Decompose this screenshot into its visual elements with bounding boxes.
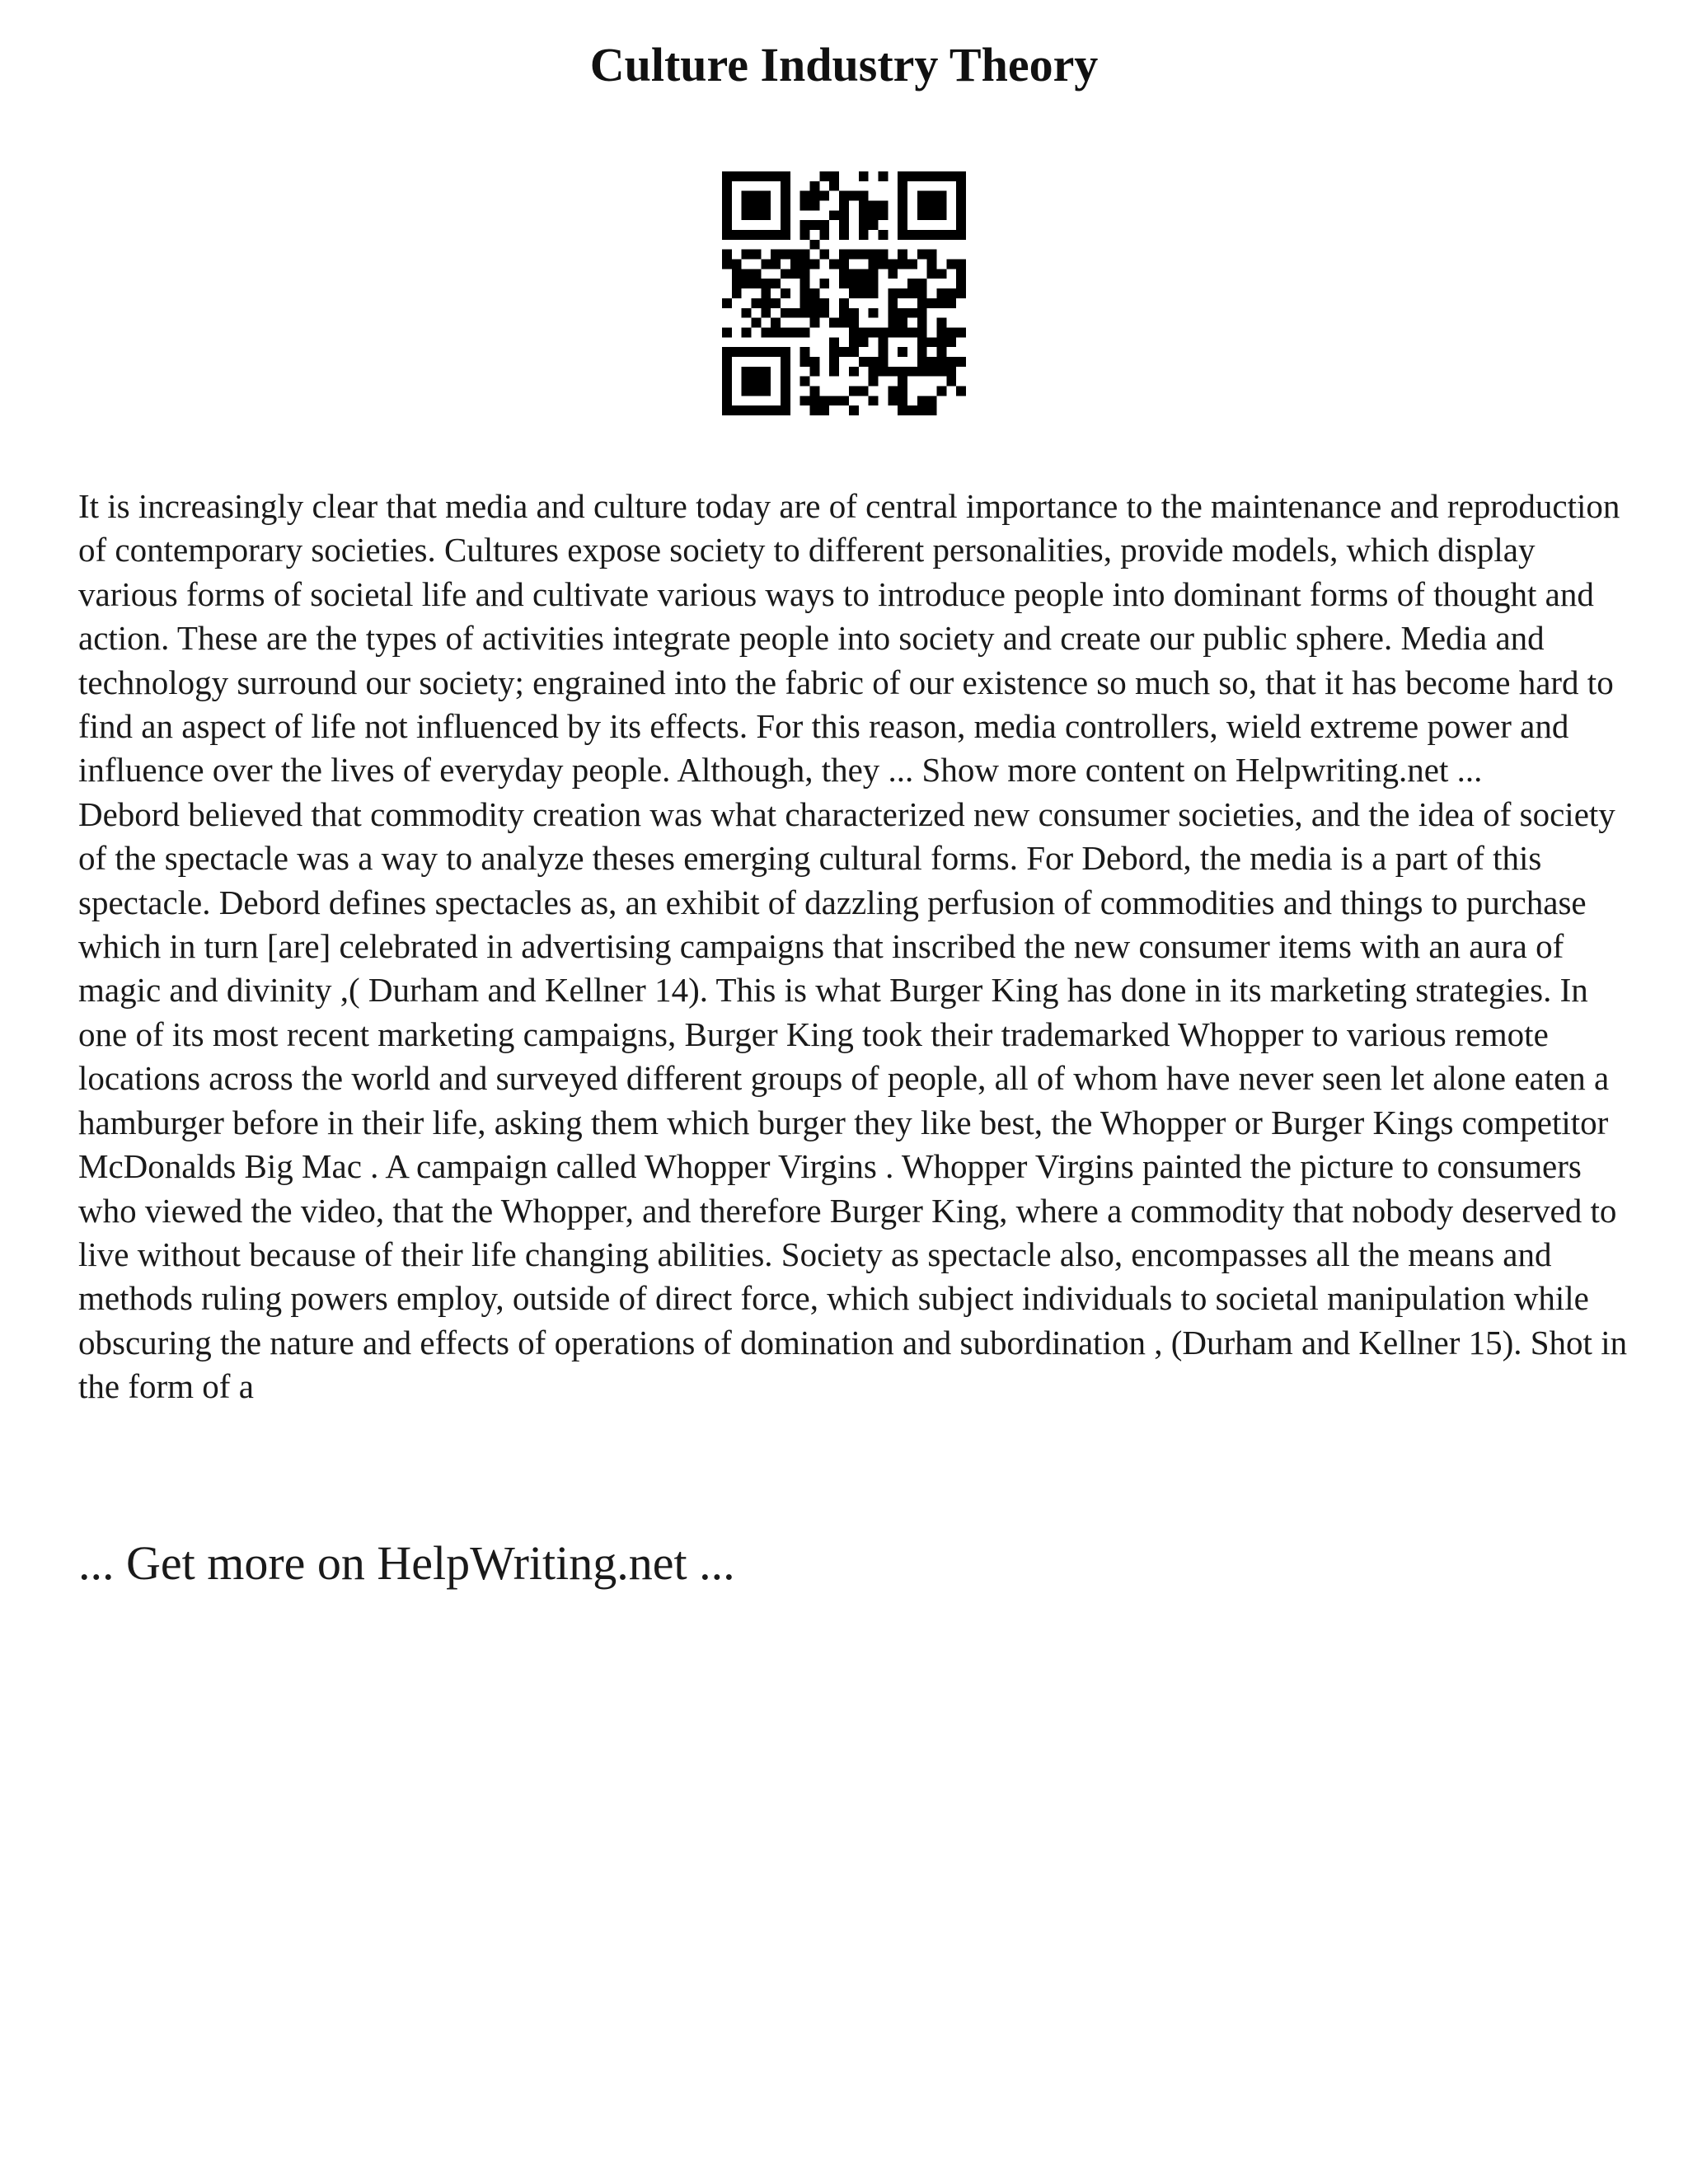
body-paragraph-debord: Debord believed that commodity creation was what characterized new consumer societies, and the idea of society of the spectacle was a way to analyze theses emerging cultural forms. For Debord, the media is a part of this spectacle. Debord defines spectacles as, an exhibit of dazzling perfusion of commodities and things to purchase which in turn [are] celebrated in advertising campaigns that inscribed the new consumer items with an aura of magic and divinity ,( Durham and Kellner 14). This is what Burger King has done in its marketing strategies. In one of its most recent marketing campaigns, Burger King took their trademarked Whopper to various remote locations across the world and surveyed different groups of people, all of whom have never seen let alone eaten a hamburger before in their life, asking them which burger they like best, the Whopper or Burger Kings competitor McDonalds Big Mac . A campaign called Whopper Virgins . Whopper Virgins painted the picture to consumers who viewed the video, that the Whopper, and therefore Burger King, where a commodity that nobody deserved to live without because of their life changing abilities. Society as spectacle also, encompasses all the means and methods ruling powers employ, outside of direct force, which subject individuals to societal manipulation while obscuring the nature and effects of operations of domination and subordination , (Durham and Kellner 15). Shot in the form of a bbox=[78, 794, 1628, 1406]
body-paragraph-intro: It is increasingly clear that media and culture today are of central importance to the maintenance and reproduction of contemporary societies. Cultures expose society to different personalities, provide models, which display various forms of societal life and cultivate various ways to introduce people into dominant forms of thought and action. These are the types of activities integrate people into society and create our public sphere. Media and technology surround our society; engrained into the fabric of our existence so much so, that it has become hard to find an aspect of life not influenced by its effects. For this reason, media controllers, wield extreme power and influence over the lives of everyday people. Although, they ... Show more content on Helpwriting.net ... bbox=[78, 487, 1620, 790]
document-body bbox=[78, 485, 1628, 1409]
get-more-link[interactable]: ... Get more on HelpWriting.net ... bbox=[78, 1536, 735, 1590]
document-title: Culture Industry Theory bbox=[589, 38, 1099, 91]
qr-code-icon bbox=[722, 171, 966, 415]
